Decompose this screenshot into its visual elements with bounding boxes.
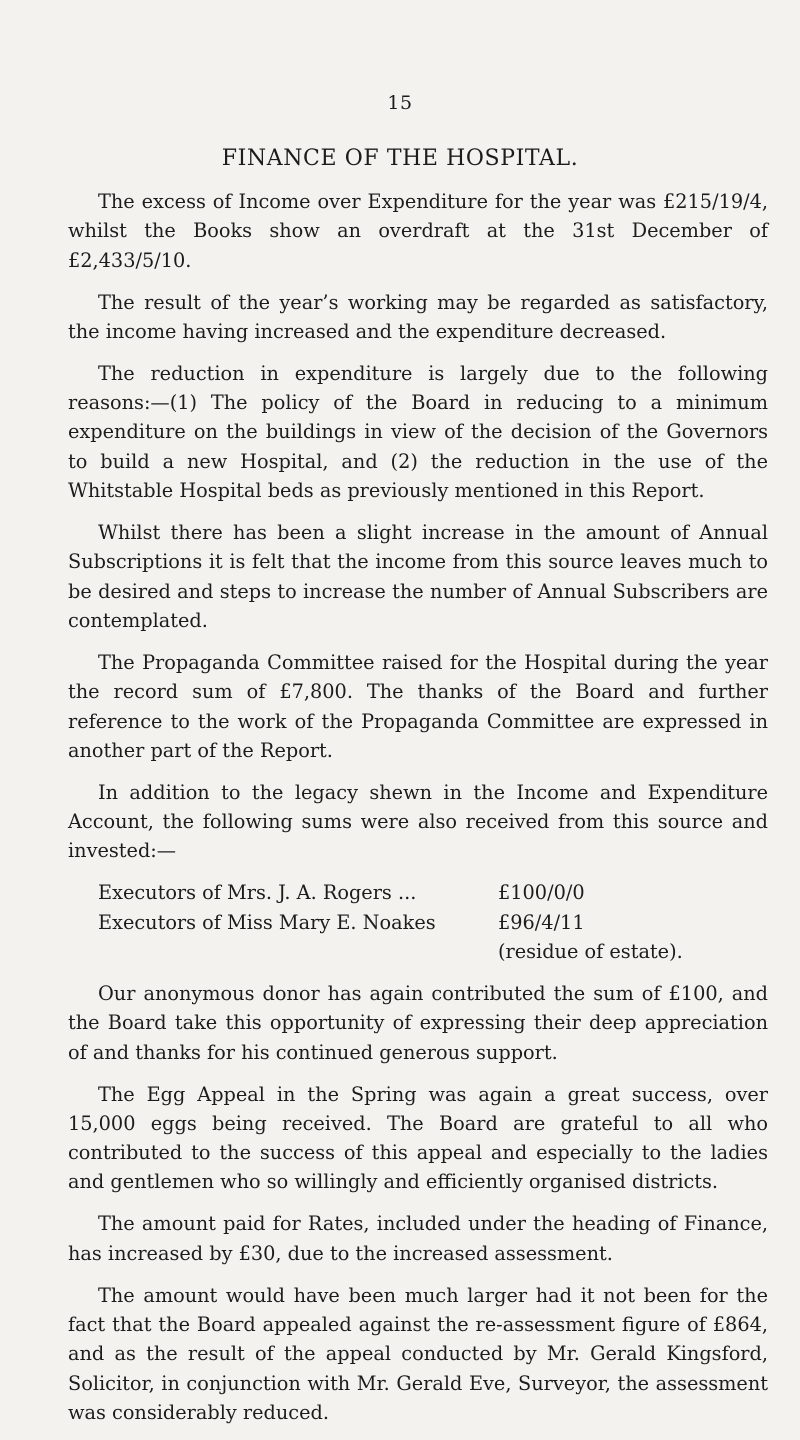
paragraph-legacy-intro: In addition to the legacy shewn in the Income and Expenditure Account, the following sums were also received from this source and invested:— — [68, 780, 768, 863]
legacy-name: Executors of Mrs. J. A. Rogers ... — [98, 881, 417, 905]
legacy-note: (residue of estate). — [498, 939, 683, 963]
paragraph-assessment: The amount would have been much larger had it not been for the fact that the Board appealed against the re-assessment figure of £864, and as the result of the appeal conducted by Mr. Gerald Kingsford, Solicitor, in conjunction with Mr. Gerald Eve, Surveyor, the assessment was considerably reduced. — [68, 1283, 768, 1424]
paragraph-egg-appeal: The Egg Appeal in the Spring was again a great success, over 15,000 eggs being received. The Board are grateful to all who contributed to the success of this appeal and especially to the ladies and gentlemen who so willingly and efficiently organised districts. — [68, 1082, 768, 1194]
legacy-amount: £100/0/0 — [498, 881, 585, 905]
paragraph-propaganda: The Propaganda Committee raised for the Hospital during the year the record sum of £7,800. The thanks of the Board and further reference to the work of the Propaganda Committee are expressed in another part of the Report. — [68, 650, 768, 762]
paragraph-anonymous-donor: Our anonymous donor has again contributed the sum of £100, and the Board take this opportunity of expressing their deep appreciation of and thanks for his continued generous support. — [68, 981, 768, 1064]
page-number: 15 — [387, 92, 413, 114]
legacy-row — [68, 878, 768, 907]
paragraph-subscriptions: Whilst there has been a slight increase in the amount of Annual Subscriptions it is felt that the income from this source leaves much to be desired and steps to increase the number of Annual Subscribers are contemplated. — [68, 521, 768, 632]
legacy-amount: £96/4/11 — [498, 910, 585, 934]
legacy-name: Executors of Miss Mary E. Noakes — [98, 910, 436, 934]
paragraph-rates: The amount paid for Rates, included under the heading of Finance, has increased by £30, due to the increased assessment. — [68, 1212, 768, 1265]
page-heading: FINANCE OF THE HOSPITAL. — [221, 146, 579, 171]
document-body — [68, 187, 768, 1440]
paragraph-result: The result of the year’s working may be regarded as satisfactory, the income having increased and the expenditure decreased. — [68, 290, 768, 343]
paragraph-reduction-reasons: The reduction in expenditure is largely due to the following reasons:—(1) The policy of the Board in reducing to a minimum expenditure on the buildings in view of the decision of the Governors to build a new Hospital, and (2) the reduction in the use of the Whitstable Hospital beds as previously mentioned in this Report. — [68, 361, 768, 503]
legacy-row — [68, 908, 768, 937]
paragraph-overdraft: The excess of Income over Expenditure for the year was £215/19/4, whilst the Books show an overdraft at the 31st December of £2,433/5/10. — [68, 190, 768, 272]
